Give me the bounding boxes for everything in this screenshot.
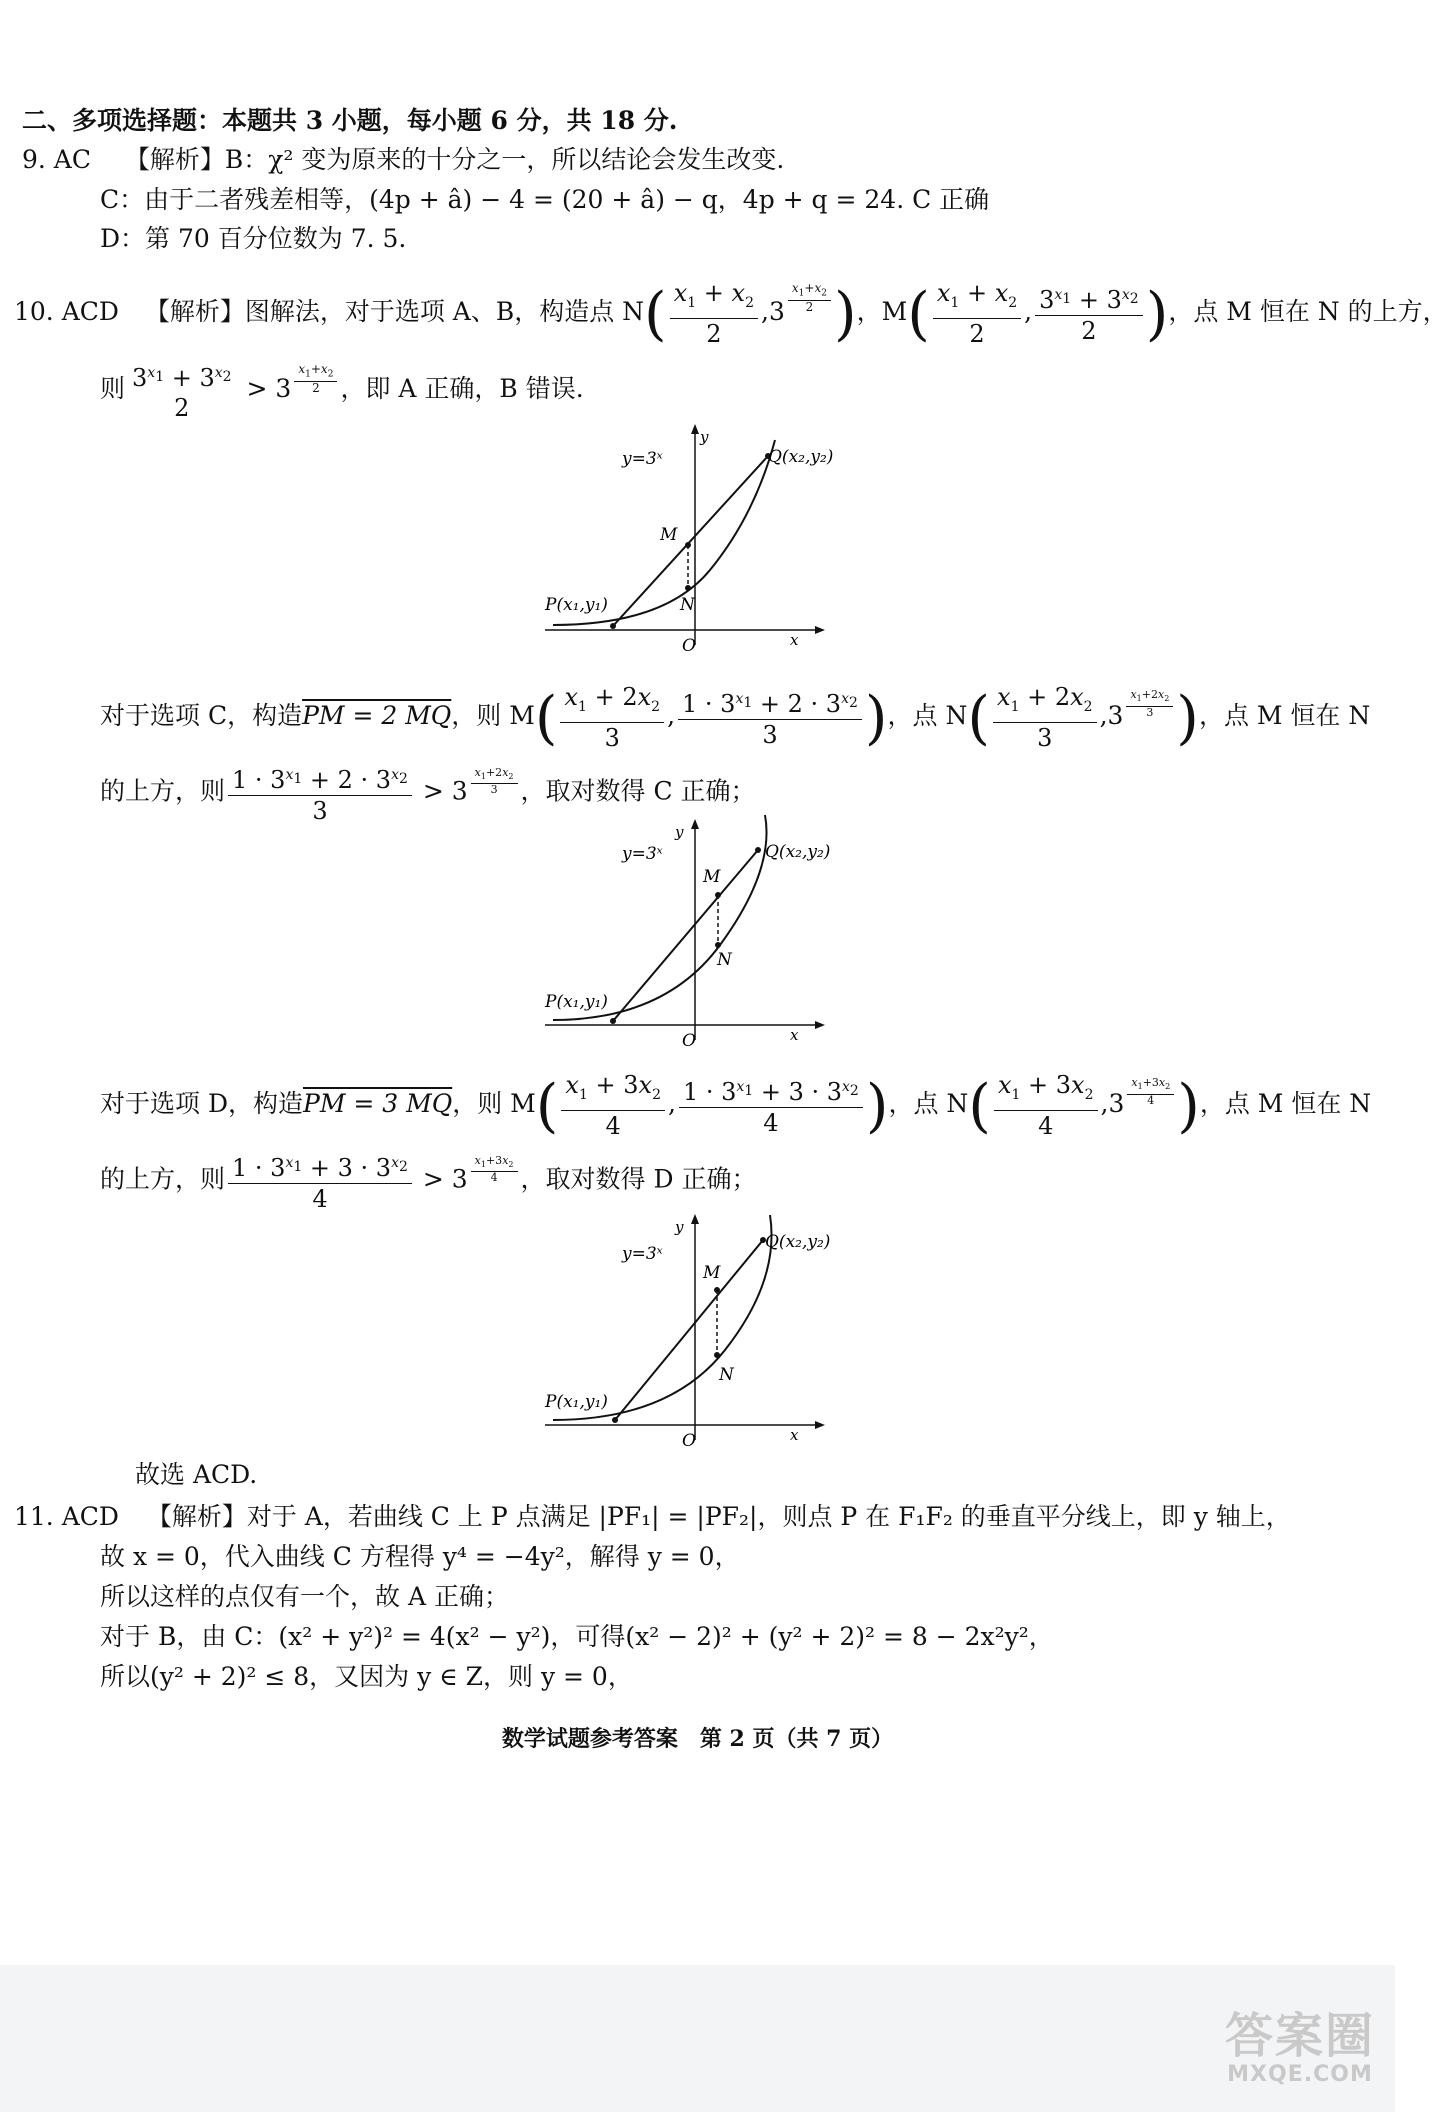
vector-pm-c: PM = 2 MQ [302, 700, 452, 730]
q10-option-d-line: 对于选项 D，构造PM = 3 MQ，则 M( $\frac{x_1 + 3x_2}{4}$ , $\frac{1 \cdot 3^{x_1} + 3 \cdot 3^{x_2}}{4}$ )，点 N( $\frac{x_1 + 3x_2}{4}$ ,3 $^{\frac{x_1+3x_2}{4}}$ )，点 M 恒在 N [100, 1071, 1372, 1140]
bottom-band [0, 1965, 1395, 2112]
q10-optd-d: ，点 M 恒在 N [1199, 1088, 1372, 1118]
q10-ze: 则 [100, 374, 126, 403]
fig2-m-label: M [703, 867, 721, 887]
q10-number: 10. ACD [14, 296, 119, 326]
frac-d-y: $\frac{1 \cdot 3^{x_1} + 3 \cdot 3^{x_2}}{4}$ [679, 1072, 863, 1138]
frac-x1x2-2: $\frac{x_1 + x_2}{2}$ [670, 278, 758, 349]
watermark-line-2: MXQE.COM [1227, 2062, 1373, 2087]
q10-concl-ab: ，即 A 正确，B 错误. [340, 374, 584, 403]
q10-optd-a: 对于选项 D，构造 [100, 1088, 303, 1118]
q10-optc-d: ，点 M 恒在 N [1198, 700, 1371, 730]
q11-line-2: 故 x = 0，代入曲线 C 方程得 y⁴ = −4y²，解得 y = 0， [100, 1542, 740, 1571]
q9-line-c: C：由于二者残差相等，(4p + â) − 4 = (20 + â) − q，4p + q = 24. C 正确 [100, 185, 990, 214]
q11-number: 11. ACD [14, 1502, 119, 1531]
fig3-m-label: M [703, 1263, 721, 1283]
q10-optc-e: 的上方，则 [100, 776, 226, 806]
q10-option-c-line-2: 的上方，则 $\frac{1 \cdot 3^{x_1} + 2 \cdot 3^{x_2}}{3}$ > 3 $^{\frac{x_1+2x_2}{3}}$ ，取对数得 C 正确； [100, 760, 756, 826]
fig3-curve-label: y=3ˣ [622, 1244, 663, 1264]
q11-line-3: 所以这样的点仅有一个，故 A 正确； [100, 1582, 509, 1611]
q11-line-1 [14, 1500, 1291, 1534]
frac-x1x2-2b: $\frac{x_1 + x_2}{2}$ [933, 278, 1021, 349]
fig2-o-label: O [682, 1031, 696, 1051]
q10-intro: 【解析】图解法，对于选项 A、B，构造点 N [144, 296, 645, 326]
q10-optd-c: ，点 N [888, 1088, 969, 1118]
fig3-y-label: y [675, 1218, 684, 1236]
frac-d-x: $\frac{x_1 + 3x_2}{4}$ [561, 1070, 665, 1141]
fig2-curve-label: y=3ˣ [622, 844, 663, 864]
fig2-n-label: N [717, 950, 732, 970]
frac-3x1-3x2-2: $\frac{3^{x_1} + 3^{x_2}}{2}$ [1035, 280, 1143, 346]
q10-final: 故选 ACD. [135, 1460, 258, 1489]
fig2-p-label: P(x₁,y₁) [545, 992, 608, 1012]
q9-line-b [22, 143, 784, 177]
q10-optc-b: ，则 M [451, 700, 535, 730]
figure-1 [525, 420, 835, 655]
q11-line1-text: 【解析】对于 A，若曲线 C 上 P 点满足 |PF₁| = |PF₂|，则点 P 在 F₁F₂ 的垂直平分线上，即 y 轴上， [146, 1502, 1291, 1531]
frac-ab: $3^{x_1} + 3^{x_2}$ 2 [132, 364, 232, 422]
q9-line-d: D：第 70 百分位数为 7. 5. [100, 224, 407, 253]
fig1-p-label: P(x₁,y₁) [545, 595, 608, 615]
watermark-logo [1215, 2010, 1385, 2087]
page-footer: 数学试题参考答案 第 2 页（共 7 页） [501, 1726, 894, 1752]
fig3-o-label: O [682, 1431, 696, 1451]
q10-optd-e: 的上方，则 [100, 1164, 226, 1194]
q10-tail1: ，点 M 恒在 N 的上方， [1168, 296, 1448, 326]
q10-comma: ，M [856, 296, 908, 326]
frac-c-nx: $\frac{x_1 + 2x_2}{3}$ [993, 682, 1097, 753]
q9-tag: 【解析】 [124, 145, 225, 174]
fig1-n-label: N [680, 595, 695, 615]
frac-c-x: $\frac{x_1 + 2x_2}{3}$ [560, 682, 664, 753]
frac-d-ineq: $\frac{1 \cdot 3^{x_1} + 3 \cdot 3^{x_2}}{4}$ [228, 1148, 412, 1214]
fig1-y-label: y [700, 428, 709, 446]
frac-c-y: $\frac{1 \cdot 3^{x_1} + 2 \cdot 3^{x_2}}{3}$ [678, 684, 862, 750]
frac-c-ineq: $\frac{1 \cdot 3^{x_1} + 2 \cdot 3^{x_2}}{3}$ [228, 760, 412, 826]
vector-pm-d: PM = 3 MQ [303, 1088, 453, 1118]
frac-d-nx: $\frac{x_1 + 3x_2}{4}$ [994, 1070, 1098, 1141]
q10-line-2: 则 $3^{x_1} + 3^{x_2}$ 2 > 3 $^{\frac{x_1+x_2}{2}}$ ，即 A 正确，B 错误. [100, 358, 584, 423]
q10-option-c-line: 对于选项 C，构造PM = 2 MQ，则 M( $\frac{x_1 + 2x_2}{3}$ , $\frac{1 \cdot 3^{x_1} + 2 \cdot 3^{x_2}}{3}$ )，点 N( $\frac{x_1 + 2x_2}{3}$ ,3 $^{\frac{x_1+2x_2}{3}}$ )，点 M 恒在 N [100, 683, 1371, 752]
fig1-o-label: O [682, 636, 696, 656]
q11-line-5: 所以(y² + 2)² ≤ 8，又因为 y ∈ Z，则 y = 0， [100, 1662, 633, 1691]
watermark-line-1: 答案圈 [1224, 2008, 1375, 2064]
q10-optc-a: 对于选项 C，构造 [100, 700, 303, 730]
q10-optc-f: ，取对数得 C 正确； [520, 776, 756, 806]
q10-optc-c: ，点 N [887, 700, 968, 730]
fig2-x-label: x [790, 1026, 799, 1044]
fig1-m-label: M [660, 525, 678, 545]
figure-3 [525, 1210, 835, 1450]
fig2-q-label: Q(x₂,y₂) [765, 842, 831, 862]
q11-line-4: 对于 B，由 C：(x² + y²)² = 4(x² − y²)，可得(x² − 2)² + (y² + 2)² = 8 − 2x²y²， [100, 1622, 1054, 1651]
fig3-x-label: x [790, 1426, 799, 1444]
q9-number: 9. AC [22, 145, 91, 174]
fig2-y-label: y [675, 823, 684, 841]
q9-b-text: B：χ² 变为原来的十分之一，所以结论会发生改变. [224, 145, 785, 174]
q10-optd-f: ，取对数得 D 正确； [520, 1164, 757, 1194]
fig1-curve-label: y=3ˣ [622, 449, 663, 469]
fig1-q-label: Q(x₂,y₂) [768, 447, 834, 467]
figure-2 [525, 815, 835, 1050]
fig3-p-label: P(x₁,y₁) [545, 1392, 608, 1412]
fig3-n-label: N [719, 1365, 734, 1385]
q10-option-d-line-2: 的上方，则 $\frac{1 \cdot 3^{x_1} + 3 \cdot 3^{x_2}}{4}$ > 3 $^{\frac{x_1+3x_2}{4}}$ ，取对数得 D 正确； [100, 1148, 756, 1214]
q10-line-1: 10. ACD 【解析】图解法，对于选项 A、B，构造点 N( $\frac{x_1 + x_2}{2}$ ,3 $^{\frac{x_1+x_2}{2}}$ )，M( $\frac{x_1 + x_2}{2}$ , $\frac{3^{x_1} + 3^{x_2}}{2}$ )，点 M 恒在 N 的上方， [14, 279, 1448, 348]
fig3-q-label: Q(x₂,y₂) [765, 1232, 831, 1252]
section-title: 二、多项选择题：本题共 3 小题，每小题 6 分，共 18 分. [22, 106, 678, 135]
q10-optd-b: ，则 M [452, 1088, 536, 1118]
fig1-x-label: x [790, 631, 799, 649]
